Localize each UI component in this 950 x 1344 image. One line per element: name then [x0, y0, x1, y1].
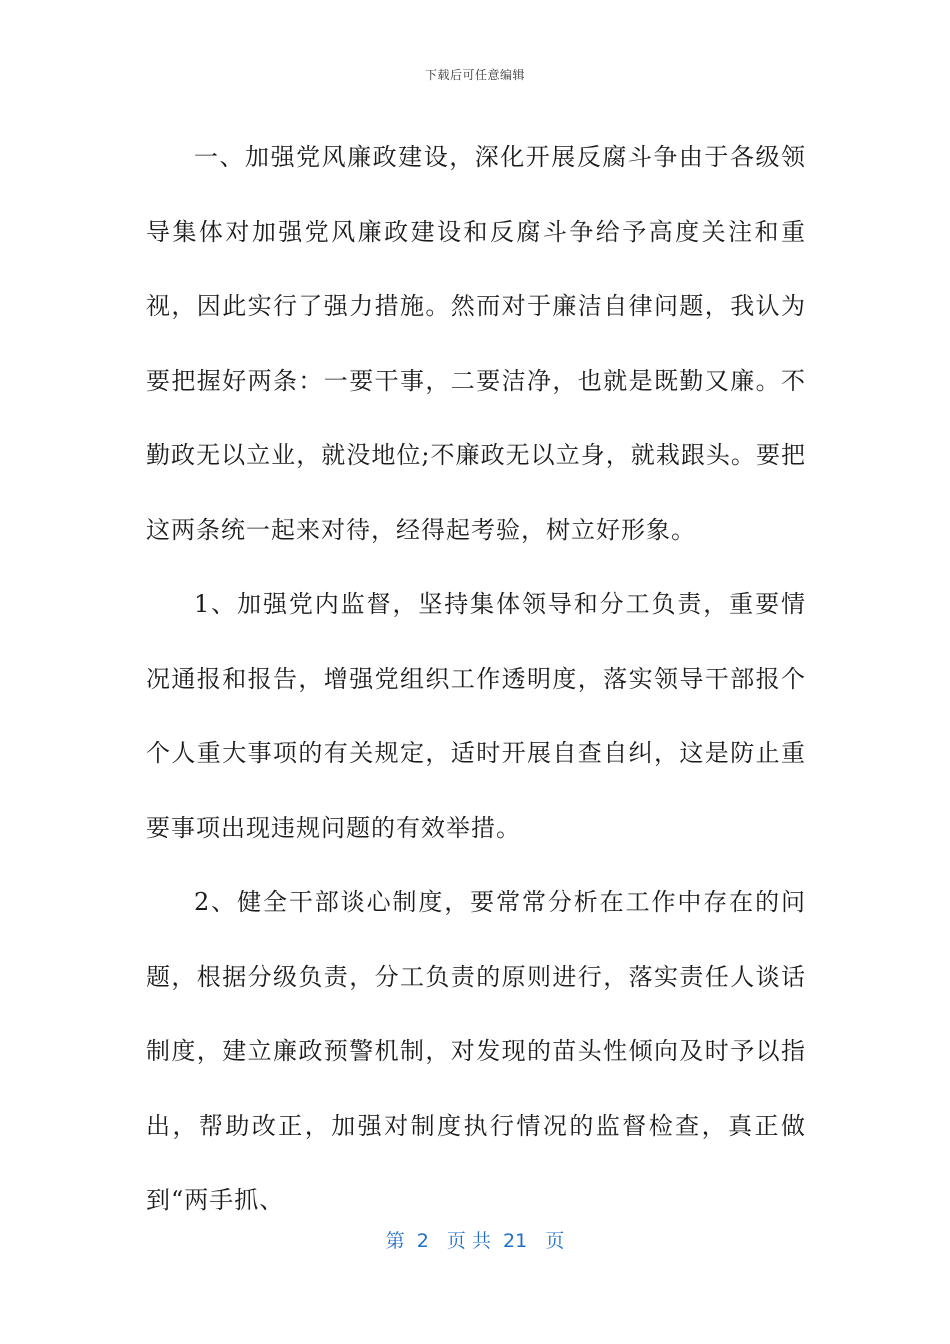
paragraph-2: 1、加强党内监督，坚持集体领导和分工负责，重要情况通报和报告，增强党组织工作透明度，落实领导干部报个个人重大事项的有关规定，适时开展自查自纠，这是防止重要事项出现违规问题的有效举措。 [146, 590, 806, 842]
paragraph-1: 一、加强党风廉政建设，深化开展反腐斗争由于各级领导集体对加强党风廉政建设和反腐斗争给予高度关注和重视，因此实行了强力措施。然而对于廉洁自律问题，我认为要把握好两条：一要干事，二要洁净，也就是既勤又廉。不勤政无以立业，就没地位;不廉政无以立身，就栽跟头。要把这两条统一起来对待，经得起考验，树立好形象。 [146, 143, 806, 544]
page-header: 下载后可任意编辑 [424, 68, 525, 82]
page-number-footer: 第 2 页 共 21 页 [385, 1230, 565, 1252]
document-body [146, 120, 806, 1238]
paragraph-3: 2、健全干部谈心制度，要常常分析在工作中存在的问题，根据分级负责，分工负责的原则进行，落实责任人谈话制度，建立廉政预警机制，对发现的苗头性倾向及时予以指出，帮助改正，加强对制度执行情况的监督检查，真正做到“两手抓、 [146, 888, 806, 1214]
